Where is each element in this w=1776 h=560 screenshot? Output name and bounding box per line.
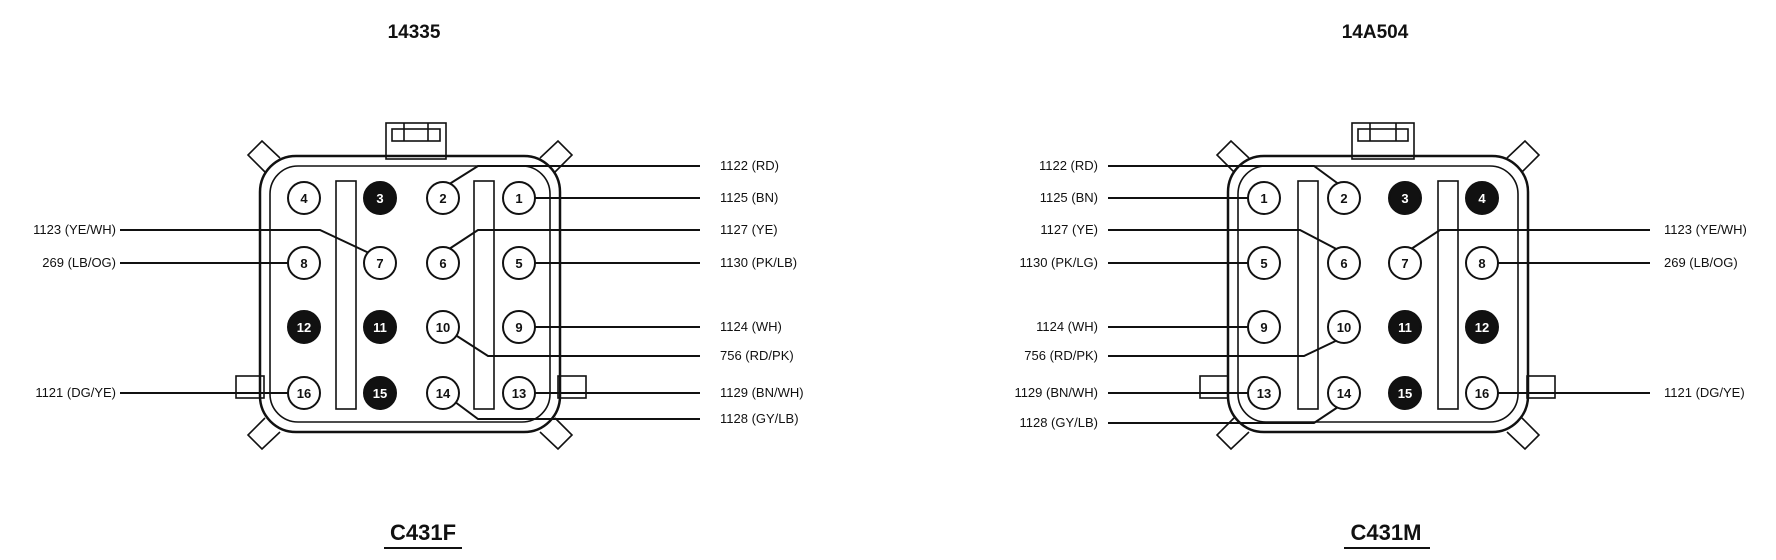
right-bar-2 (1438, 181, 1458, 409)
left-pin-11 (364, 311, 396, 343)
svg-text:8: 8 (1478, 256, 1486, 271)
svg-text:1: 1 (1260, 191, 1268, 206)
right-connector (1014, 22, 1746, 548)
svg-text:12: 12 (296, 320, 312, 335)
left-pin-2 (427, 182, 459, 214)
svg-text:13: 13 (511, 386, 527, 401)
wire-label: 756 (RD/PK) (720, 348, 794, 363)
wire-label: 1123 (YE/WH) (1664, 222, 1747, 237)
svg-text:10: 10 (1336, 320, 1352, 335)
right-wires (1108, 166, 1650, 423)
left-bar-1 (336, 181, 356, 409)
right-pin-6 (1328, 247, 1360, 279)
wire-label: 1127 (YE) (720, 222, 778, 237)
left-connector (33, 22, 803, 548)
left-pin-16 (288, 377, 320, 409)
svg-text:4: 4 (300, 191, 308, 206)
svg-text:14: 14 (1336, 386, 1352, 401)
svg-text:10: 10 (435, 320, 451, 335)
svg-text:4: 4 (1478, 191, 1486, 206)
svg-text:9: 9 (515, 320, 523, 335)
wire-label: 269 (LB/OG) (42, 255, 116, 270)
right-pin-5 (1248, 247, 1280, 279)
svg-text:5: 5 (1260, 256, 1268, 271)
right-pin-8 (1466, 247, 1498, 279)
right-pin-7 (1389, 247, 1421, 279)
right-pin-4 (1466, 182, 1498, 214)
svg-text:6: 6 (1340, 256, 1348, 271)
left-pin-5 (503, 247, 535, 279)
svg-text:16: 16 (1474, 386, 1490, 401)
right-pin-grid (1248, 182, 1498, 409)
left-pin-12 (288, 311, 320, 343)
wire-label: 1124 (WH) (1036, 319, 1098, 334)
left-part-number: 14335 (387, 22, 441, 43)
svg-text:13: 13 (1256, 386, 1272, 401)
right-pin-1 (1248, 182, 1280, 214)
left-top-latch (386, 123, 446, 159)
left-pin-1 (503, 182, 535, 214)
left-pin-6 (427, 247, 459, 279)
svg-text:5: 5 (515, 256, 523, 271)
right-pin-16 (1466, 377, 1498, 409)
wire-label: 1121 (DG/YE) (1664, 385, 1745, 400)
svg-text:3: 3 (376, 191, 384, 206)
left-pin-8 (288, 247, 320, 279)
svg-text:15: 15 (1397, 386, 1413, 401)
svg-text:2: 2 (439, 191, 447, 206)
wire-label: 1121 (DG/YE) (35, 385, 116, 400)
svg-text:11: 11 (1398, 320, 1412, 335)
svg-text:12: 12 (1474, 320, 1490, 335)
left-pin-grid (288, 182, 535, 409)
left-pin-15 (364, 377, 396, 409)
wire-label: 1129 (BN/WH) (720, 385, 804, 400)
wire-label: 1125 (BN) (1039, 190, 1098, 205)
wire-label: 1128 (GY/LB) (1019, 415, 1098, 430)
wire-label: 1127 (YE) (1040, 222, 1098, 237)
wire-label: 269 (LB/OG) (1664, 255, 1738, 270)
left-connector-id: C431F (389, 520, 457, 545)
right-pin-11 (1389, 311, 1421, 343)
svg-text:6: 6 (439, 256, 447, 271)
svg-text:16: 16 (296, 386, 312, 401)
wire-label: 1123 (YE/WH) (33, 222, 116, 237)
right-pin-10 (1328, 311, 1360, 343)
left-wires (120, 166, 700, 419)
svg-text:7: 7 (376, 256, 384, 271)
right-pin-9 (1248, 311, 1280, 343)
right-pin-2 (1328, 182, 1360, 214)
left-pin-4 (288, 182, 320, 214)
left-pin-14 (427, 377, 459, 409)
svg-text:2: 2 (1340, 191, 1348, 206)
left-pin-13 (503, 377, 535, 409)
right-part-number: 14A504 (1341, 22, 1409, 43)
svg-text:8: 8 (300, 256, 308, 271)
svg-text:7: 7 (1401, 256, 1409, 271)
left-pin-10 (427, 311, 459, 343)
svg-text:11: 11 (373, 320, 387, 335)
wire-label: 1122 (RD) (1038, 158, 1098, 173)
wire-label: 1122 (RD) (720, 158, 780, 173)
wire-label: 1125 (BN) (720, 190, 779, 205)
right-pin-13 (1248, 377, 1280, 409)
right-bar-1 (1298, 181, 1318, 409)
left-pin-7 (364, 247, 396, 279)
right-pin-3 (1389, 182, 1421, 214)
right-pin-15 (1389, 377, 1421, 409)
svg-text:14: 14 (435, 386, 451, 401)
left-bar-2 (474, 181, 494, 409)
right-top-latch (1352, 123, 1414, 159)
right-pin-14 (1328, 377, 1360, 409)
wire-label: 1130 (PK/LB) (720, 255, 798, 270)
svg-text:3: 3 (1401, 191, 1409, 206)
wire-label: 1124 (WH) (720, 319, 782, 334)
wire-label: 1130 (PK/LG) (1019, 255, 1098, 270)
wire-label: 1128 (GY/LB) (720, 411, 799, 426)
svg-text:1: 1 (515, 191, 523, 206)
left-pin-3 (364, 182, 396, 214)
svg-text:9: 9 (1260, 320, 1268, 335)
svg-text:15: 15 (372, 386, 388, 401)
right-pin-12 (1466, 311, 1498, 343)
wire-label: 1129 (BN/WH) (1014, 385, 1098, 400)
right-connector-id: C431M (1350, 520, 1422, 545)
left-pin-9 (503, 311, 535, 343)
wire-label: 756 (RD/PK) (1024, 348, 1098, 363)
